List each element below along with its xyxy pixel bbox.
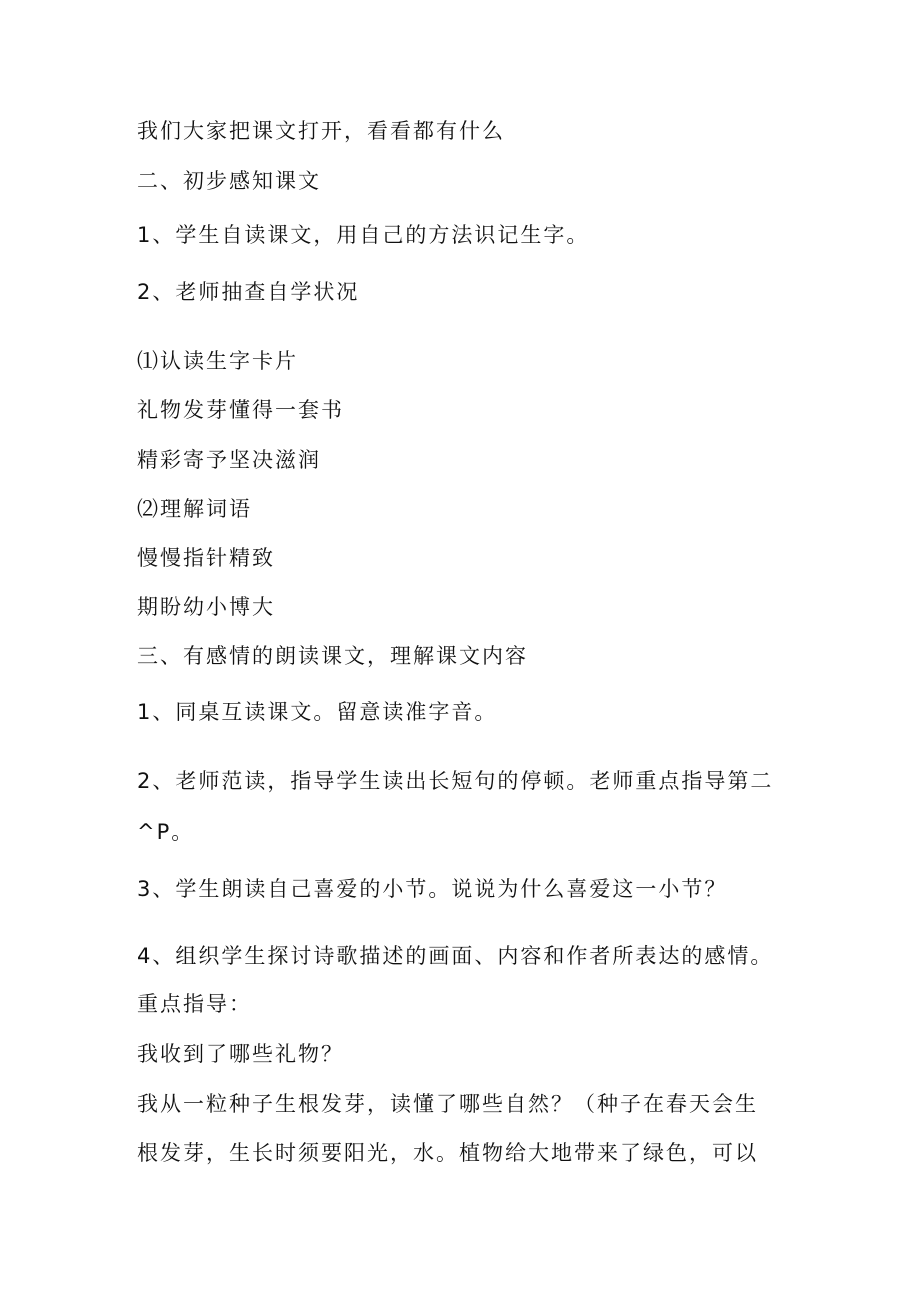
text-line: 期盼幼小博大: [137, 595, 275, 619]
text-line: 我从一粒种子生根发芽，读懂了哪些自然？（种子在春天会生: [137, 1092, 758, 1116]
text-line: 我们大家把课文打开，看看都有什么: [137, 119, 505, 143]
text-line: 4、组织学生探讨诗歌描述的画面、内容和作者所表达的感情。: [137, 944, 774, 968]
text-line: 重点指导：: [137, 992, 252, 1016]
section-heading: 二、初步感知课文: [137, 169, 321, 193]
section-heading: 三、有感情的朗读课文，理解课文内容: [137, 644, 528, 668]
text-line: 2、老师抽查自学状况: [137, 280, 360, 304]
text-line: 1、同桌互读课文。留意读准字音。: [137, 700, 498, 724]
text-line: 我收到了哪些礼物？: [137, 1042, 344, 1066]
text-line: 慢慢指针精致: [137, 546, 275, 570]
text-line: 2、老师范读，指导学生读出长短句的停顿。老师重点指导第二: [137, 769, 774, 793]
text-line: ⑴认读生字卡片: [137, 349, 298, 373]
text-line: 3、学生朗读自己喜爱的小节。说说为什么喜爱这一小节？: [137, 877, 728, 901]
text-line: 精彩寄予坚决滋润: [137, 448, 321, 472]
text-line: ^P。: [137, 820, 195, 844]
text-line: 根发芽，生长时须要阳光，水。植物给大地带来了绿色，可以: [137, 1141, 758, 1165]
text-line: 礼物发芽懂得一套书: [137, 398, 344, 422]
text-line: 1、学生自读课文，用自己的方法识记生字。: [137, 223, 590, 247]
text-line: ⑵理解词语: [137, 497, 252, 521]
